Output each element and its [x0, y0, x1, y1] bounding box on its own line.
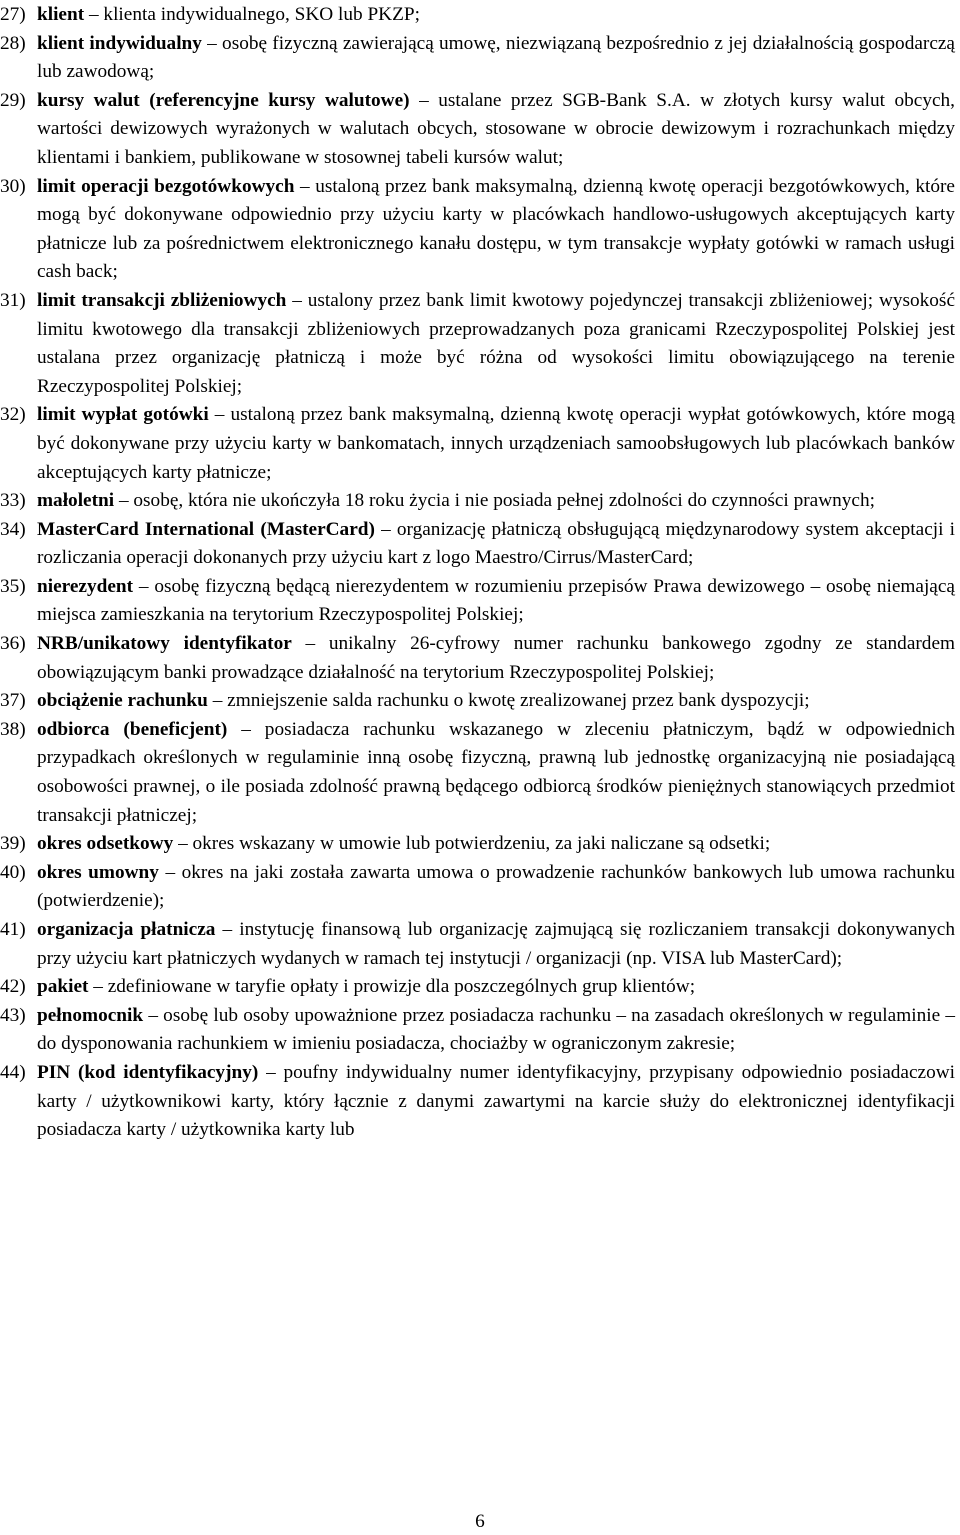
definition-term: odbiorca (beneficjent)	[37, 718, 228, 740]
definition-number: 44)	[0, 1061, 26, 1083]
definition-text: – ustalane przez SGB-Bank S.A. w złotych kursy walut obcych, wartości dewizowych wyrażonych w walutach obcych, stosowane w obrocie dewizowym i rozrachunkach między klientami i bankiem, publikowane w stosownej tabeli kursów walut;	[37, 89, 955, 168]
definition-term: obciążenie rachunku	[37, 690, 208, 712]
definition-number: 31)	[0, 289, 26, 311]
definition-term: organizacja płatnicza	[37, 919, 216, 940]
definition-item	[0, 287, 955, 401]
definition-number: 35)	[0, 575, 26, 597]
definition-item	[0, 859, 955, 916]
definition-text: – zmniejszenie salda rachunku o kwotę zrealizowanej przez bank dyspozycji;	[212, 690, 810, 712]
definition-term: klient indywidualny	[37, 32, 202, 54]
definition-text: – organizację płatniczą obsługującą międzynarodowy system akceptacji i rozliczania operacji dokonanych przy użyciu kart z logo Maestro/Cirrus/MasterCard;	[37, 518, 955, 569]
definition-text: – posiadacza rachunku wskazanego w zleceniu płatniczym, bądź w odpowiednich przypadkach określonych w regulaminie inną osobę fizyczną, prawną lub jednostkę organizacyjną nie posiadającą osobowości prawnej, o ile posiada zdolność prawną będącego odbiorcą środków pieniężnych stanowiących przedmiot transakcji płatniczej;	[37, 718, 955, 826]
definition-item	[0, 573, 955, 630]
definition-term: kursy walut (referencyjne kursy walutowe)	[37, 89, 410, 111]
definition-item	[0, 173, 955, 287]
definition-number: 27)	[0, 4, 26, 25]
definition-number: 42)	[0, 976, 26, 998]
definition-term: klient	[37, 4, 85, 25]
definition-item	[0, 716, 955, 830]
definition-item	[0, 1002, 955, 1059]
definition-text: – okres na jaki została zawarta umowa o prowadzenie rachunków bankowych lub umowa rachunku (potwierdzenie);	[37, 861, 955, 912]
definition-number: 28)	[0, 32, 26, 54]
definition-item	[0, 687, 955, 716]
definition-number: 43)	[0, 1004, 26, 1026]
definition-text: – ustaloną przez bank maksymalną, dzienną kwotę operacji wypłat gotówkowych, które mogą być dokonywane przy użyciu karty w bankomatach, innych urządzeniach samoobsługowych lub placówkach banków akceptujących karty płatnicze;	[37, 404, 955, 483]
definition-item	[0, 916, 955, 973]
definition-item	[0, 516, 955, 573]
definition-number: 41)	[0, 919, 26, 940]
definition-term: małoletni	[37, 490, 115, 512]
definition-item	[0, 30, 955, 87]
definition-item	[0, 401, 955, 487]
definition-term: nierezydent	[37, 575, 134, 597]
definition-text: – zdefiniowane w taryfie opłaty i prowizje dla poszczególnych grup klientów;	[93, 976, 696, 998]
definition-number: 39)	[0, 833, 26, 855]
definition-term: NRB/unikatowy identyfikator	[37, 633, 292, 655]
definition-term: okres odsetkowy	[37, 833, 174, 855]
definition-number: 30)	[0, 175, 26, 197]
definition-term: limit wypłat gotówki	[37, 404, 209, 426]
definition-term: pełnomocnik	[37, 1004, 144, 1026]
definition-number: 33)	[0, 490, 26, 512]
definition-number: 29)	[0, 89, 26, 111]
definition-term: limit transakcji zbliżeniowych	[37, 289, 287, 311]
definition-item	[0, 1, 955, 30]
definition-number: 38)	[0, 718, 26, 740]
definition-item	[0, 487, 955, 516]
definition-text: – osobę lub osoby upoważnione przez posiadacza rachunku – na zasadach określonych w regulaminie – do dysponowania rachunkiem w imieniu posiadacza, chociażby w ograniczonym zakresie;	[37, 1004, 955, 1055]
definition-text: – ustalony przez bank limit kwotowy pojedynczej transakcji zbliżeniowej; wysokość limitu kwotowego dla transakcji zbliżeniowych przeprowadzanych poza granicami Rzeczypospolitej Polskiej jest ustalana przez organizację płatniczą i może być różna od wysokości limitu obowiązującego na terenie Rzeczypospolitej Polskiej;	[37, 289, 955, 397]
definition-item	[0, 1059, 955, 1145]
definition-term: limit operacji bezgotówkowych	[37, 175, 295, 197]
definitions-list	[0, 1, 955, 1145]
definition-number: 36)	[0, 633, 26, 655]
definition-term: okres umowny	[37, 861, 159, 883]
definition-text: – okres wskazany w umowie lub potwierdzeniu, za jaki naliczane są odsetki;	[178, 833, 771, 855]
definition-term: PIN (kod identyfikacyjny)	[37, 1061, 259, 1083]
definition-number: 40)	[0, 861, 26, 883]
page-number: 6	[475, 1511, 485, 1532]
definition-text: – klienta indywidualnego, SKO lub PKZP;	[88, 4, 420, 25]
definition-term: pakiet	[37, 976, 89, 998]
definition-text: – osobę, która nie ukończyła 18 roku życia i nie posiada pełnej zdolności do czynności prawnych;	[118, 490, 875, 512]
definition-item	[0, 630, 955, 687]
definition-number: 32)	[0, 404, 26, 426]
definition-text: – poufny indywidualny numer identyfikacyjny, przypisany odpowiednio posiadaczowi karty / użytkownikowi karty, który łącznie z danymi zawartymi na karcie służy do elektronicznej identyfikacji posiadacza karty / użytkownika karty lub	[37, 1061, 955, 1141]
definition-number: 37)	[0, 690, 26, 712]
definition-text: – ustaloną przez bank maksymalną, dzienną kwotę operacji bezgotówkowych, które mogą być dokonywane odpowiednio przy użyciu karty w placówkach handlowo-usługowych akceptujących karty płatnicze lub za pośrednictwem elektronicznego kanału dostępu, w tym transakcje wypłaty gotówki w ramach usługi cash back;	[37, 175, 955, 283]
definition-text: – osobę fizyczną będącą nierezydentem w rozumieniu przepisów Prawa dewizowego – osobę niemającą miejsca zamieszkania na terytorium Rzeczypospolitej Polskiej;	[37, 575, 955, 626]
definition-text: – osobę fizyczną zawierającą umowę, niezwiązaną bezpośrednio z jej działalnością gospodarczą lub zawodową;	[37, 32, 955, 83]
definition-text: – unikalny 26-cyfrowy numer rachunku bankowego zgodny ze standardem obowiązującym banki prowadzące działalność na terytorium Rzeczypospolitej Polskiej;	[37, 633, 955, 683]
definition-item	[0, 973, 955, 1002]
definition-number: 34)	[0, 518, 26, 540]
definition-term: MasterCard International (MasterCard)	[37, 518, 375, 540]
definition-item	[0, 87, 955, 173]
definition-item	[0, 830, 955, 859]
definition-text: – instytucję finansową lub organizację zajmującą się rozliczaniem transakcji dokonywanych przy użyciu kart płatniczych wydanych w ramach tej instytucji / organizacji (np. VISA lub MasterCard);	[37, 919, 956, 969]
